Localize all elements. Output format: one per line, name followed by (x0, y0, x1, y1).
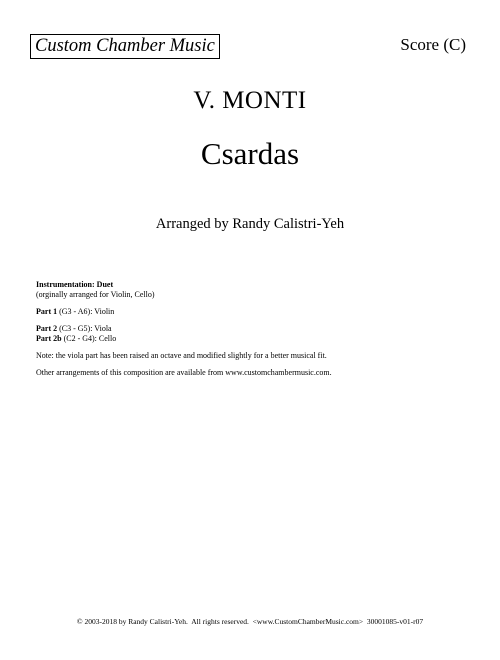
copyright-footer: © 2003-2018 by Randy Calistri-Yeh. All rights reserved. <www.CustomChamberMusic.com> 30001085-v01-r07 (76, 617, 424, 626)
part-label: Part 1 (36, 307, 58, 316)
part-line (36, 334, 476, 344)
publisher-name: Custom Chamber Music (30, 34, 220, 59)
arranger-credit: Arranged by Randy Calistri-Yeh (155, 216, 345, 232)
part-line (36, 324, 476, 334)
part-label: Part 2b (36, 334, 62, 343)
original-arrangement-note: (orginally arranged for Violin, Cello) (36, 290, 155, 299)
instrumentation-label: Instrumentation: Duet (36, 280, 114, 289)
composer-name: V. MONTI (193, 87, 307, 114)
piece-title: Csardas (200, 136, 300, 171)
part-line (36, 307, 476, 317)
part-label: Part 2 (36, 324, 58, 333)
instrumentation-info (36, 280, 476, 378)
part-range: (C2 - G4): Cello (61, 334, 117, 343)
part-range: (C3 - G5): Viola (57, 324, 112, 333)
other-arrangements-note: Other arrangements of this composition are available from www.customchambermusic.com. (36, 368, 332, 377)
part-range: (G3 - A6): Violin (57, 307, 115, 316)
arrangement-note: Note: the viola part has been raised an octave and modified slightly for a better musical fit. (36, 351, 327, 360)
score-label: Score (C) (400, 35, 466, 54)
